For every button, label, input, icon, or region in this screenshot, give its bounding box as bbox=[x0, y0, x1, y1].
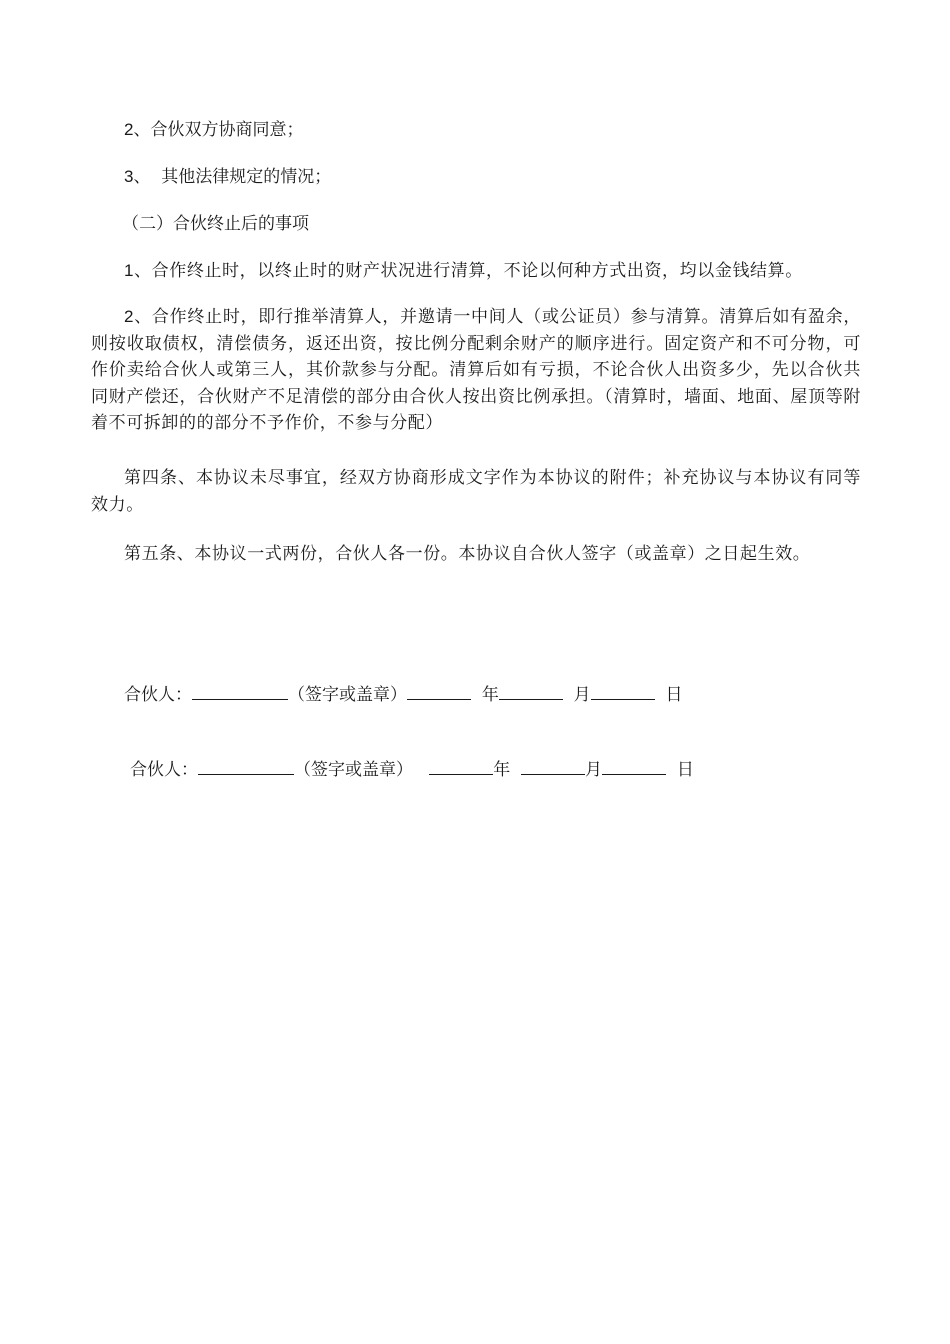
paragraph-liquidation bbox=[91, 304, 861, 437]
month-blank[interactable] bbox=[499, 682, 563, 700]
paragraph-text: 、合作终止时，即行推举清算人，并邀请一中间人（或公证员）参与清算。清算后如有盈余，则按收取债权，清偿债务，返还出资，按比例分配剩余财产的顺序进行。固定资产和不可分物，可作价卖给合伙人或第三人，其价款参与分配。清算后如有亏损，不论合伙人出资多少，先以合伙共同财产偿还，合伙财产不足清偿的部分由合伙人按出资比例承担。（清算时，墙面、地面、屋顶等附着不可拆卸的的部分不予作价，不参与分配） bbox=[91, 307, 861, 433]
year-blank[interactable] bbox=[407, 682, 471, 700]
day-label: 日 bbox=[676, 760, 694, 780]
partner-label: 合伙人： bbox=[130, 760, 198, 780]
month-label: 月 bbox=[573, 685, 591, 705]
day-label: 日 bbox=[665, 685, 683, 705]
paragraph-settlement-money bbox=[91, 258, 861, 285]
day-blank[interactable] bbox=[602, 757, 666, 775]
paragraph-text: 、合作终止时，以终止时的财产状况进行清算，不论以何种方式出资，均以金钱结算。 bbox=[134, 261, 803, 281]
article-four: 第四条、本协议未尽事宜，经双方协商形成文字作为本协议的附件；补充协议与本协议有同等效力。 bbox=[91, 468, 861, 515]
signature-blank[interactable] bbox=[198, 757, 294, 775]
month-blank[interactable] bbox=[521, 757, 585, 775]
signature-line-2 bbox=[130, 757, 694, 782]
paragraph-number: 1 bbox=[124, 261, 135, 280]
signature-blank[interactable] bbox=[192, 682, 288, 700]
year-label: 年 bbox=[493, 760, 511, 780]
month-label: 月 bbox=[585, 760, 603, 780]
list-item-2 bbox=[124, 118, 303, 142]
signature-line-1 bbox=[124, 682, 682, 707]
paragraph-number: 2 bbox=[124, 307, 135, 326]
partner-label: 合伙人： bbox=[124, 685, 192, 705]
sign-note: （签字或盖章） bbox=[288, 685, 407, 705]
day-blank[interactable] bbox=[591, 682, 655, 700]
list-item-number: 2 bbox=[124, 120, 134, 139]
list-item-text: 、 其他法律规定的情况； bbox=[133, 167, 332, 187]
year-blank[interactable] bbox=[429, 757, 493, 775]
list-item-text: 、合伙双方协商同意； bbox=[133, 120, 304, 140]
sign-note: （签字或盖章） bbox=[294, 760, 413, 780]
list-item-number: 3 bbox=[124, 167, 134, 186]
article-five: 第五条、本协议一式两份，合伙人各一份。本协议自合伙人签字（或盖章）之日起生效。 bbox=[124, 544, 811, 564]
list-item-3 bbox=[124, 165, 331, 189]
year-label: 年 bbox=[481, 685, 499, 705]
section-heading: （二）合伙终止后的事项 bbox=[122, 214, 309, 234]
